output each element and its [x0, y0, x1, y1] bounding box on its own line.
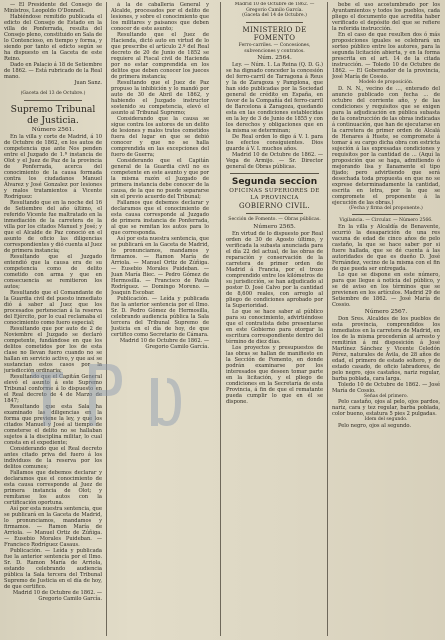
paragraph: Madrid 10 de Octubre de 1862. — Vega de Armijo. — Sr. Director general de Obras públicas.: [226, 152, 323, 171]
paragraph: Considerando que la causa se sigue contra los autores de un delito de lesiones y malos tratos cometidos fuera del lugar en que se debió conocer y que no se halla comprendida en las excepciones del fuero de Guerra;: [111, 116, 209, 158]
section-subtitle: OFICINAS SUPERIORES DE LA PROVINCIA: [229, 188, 320, 201]
paragraph: á la de caballería General y Alcalde, procesados por el delito de lesiones, y sobre el conocimiento que los militares y paisanos que deben conocer de este asunto;: [111, 2, 209, 32]
paragraph: Resultando que el Capitán General elevó el asunto á este Supremo Tribunal conforme á lo dispuesto en el Real decreto de 4 de Marzo de 1847;: [4, 373, 102, 404]
paragraph: Resultando que el Juzgado entendió que la causa era de su competencia como de delito cometido con arma y que en consecuencia se remitieron los autos;: [4, 253, 102, 290]
paragraph: De Real orden lo digo á V. I. para los efectos consiguientes. Dios guarde á V. I. muchos años.: [226, 134, 323, 153]
column-3-bottom: [226, 217, 323, 405]
paragraph: Considerando que el Capitán general de la Guardia civil no es competente en este asunto y que por la misma razón el Juzgado de primera instancia debe conocer de la causa, de la que no puede separarse sin el previo acuerdo del Tribunal;: [111, 158, 209, 200]
paragraph: Resultando que esta Sala ha examinado las diligencias en la forma que previene la ley, y que los citados Manuel y José al tiempo de cometerse el delito no se hallaban sujetos á la disciplina militar, lo cual consta en el expediente;: [4, 403, 102, 446]
paragraph: bebe el uso acostumbrado por los Ayuntamientos y todos los pueblos, cada pliego el documento que acredita haber verificado el depósito del que se refiere la referida instrucción.: [332, 2, 440, 32]
heading: MINISTERIO DE FOMENTO: [242, 25, 307, 43]
paragraph: Publicación. — Leída y publicada fue la anterior sentencia por el Ilmo. Sr. D. Pedro Gómez de Hermosilla, celebrando audiencia pública la Sala tercera del Tribunal Supremo de Justicia en el día de hoy, de que certifico como Secretario de Cámara.: [111, 296, 209, 338]
column-rule-2: [220, 2, 221, 636]
paragraph: Fallamos que debemos declarar y declaramos que el conocimiento de esta causa corresponde al Juez de primera instancia de Olot; y remítanse los autos con la certificación oportuna.: [4, 469, 102, 506]
paragraph: Lo que se dispone en este número, para que llegue á noticia del público, y se dé aviso en los términos que se previenen en los artículos. Madrid 29 de Setiembre de 1862. — José María de Cossio.: [332, 271, 440, 308]
paragraph: Pelo negro, ojos al segundo.: [338, 422, 412, 429]
rule-divider: [246, 22, 303, 23]
column-rule-3: [327, 2, 328, 636]
item-number: Núm. 2564.: [257, 55, 292, 62]
paragraph: Resultando que por auto de 2 de Noviembre el Juzgado se declaró competente, fundándose en que los delitos cometidos por los de esta clase no llevan fuero cuando no se hallan en servicio activo, y que así se sustancian estos casos por la jurisdicción ordinaria;: [4, 325, 102, 374]
paragraph: Dado en Palacio á 18 de Setiembre de 1862. — Está rubricado de la Real mano.: [4, 62, 102, 80]
paragraph: Resultando que el Juez de Hacienda, dictó auto en virtud de lo que prescribe el artículo 2.º del Real decreto de 20 de Junio de 1852 se requiere al Fiscal civil de Hacienda por no estar comprendida en los delitos que deben conocer los jueces de primera instancia;: [111, 32, 209, 80]
paragraph: Resultando que en la noche del 16 de Setiembre del año último, el referido Vicente fue maltratado en la inmediación de la carretera de la villa por los citados Manuel y José; y que el Alcalde de Paz conoció en el asunto de oficio las diligencias correspondientes y dió cuenta al Juez de primera instancia;: [4, 199, 102, 254]
paragraph: Ley. — Núm. 1. La Reina (Q. D. G.) se ha dignado conceder la concesión del ferro-carril de Tarragona á Reus y la de Zaragoza y Pamplona, que han sido publicadas por la Sociedad general de crédito en España, en favor de la Compañía del ferro-carril de Barcelona á Zaragoza, quedando esta en las condiciones establecidas en la ley de 3 de Junio de 1855 y con los derechos y obligaciones que en la misma se determinan;: [226, 62, 323, 135]
paragraph: En el caso de que resulten dos ó más proposiciones iguales se celebrará un sorteo público entre los autores, para la segunda licitación abierta, y en la forma prescrita en el art. 14 de la citada instrucción. — Toledo 10 de Octubre de 1862. — El Gobernador de la provincia, José María de Cossio.: [332, 32, 440, 80]
section-divider: [230, 173, 319, 174]
centered-line: (Gaceta del 14 de Octubre.): [242, 13, 307, 19]
paragraph: En la villa y Alcaldía de Benavente, ocurrió la desaparición de una res vacuna de edad de cinco años de pelo castaño, la que se hace saber por si fuere hallada, que se dé cuenta á las autoridades de que es dueño D. José Fernández, vecino de la misma con el fin de que pueda ser entregada.: [332, 223, 440, 272]
paragraph: Toledo 10 de Octubre de 1862. — José María de Cossio.: [332, 381, 440, 394]
centered-line: Ferro-carriles. — Concesiones, subvenciones y contratos.: [238, 42, 311, 54]
centered-line: Sección de Fomento. — Obras públicas.: [228, 217, 321, 223]
paragraph: En la villa y corte de Madrid, á 10 de Octubre de 1862, en los autos de competencia que ante Nos penden entre el Juzgado de 1.ª instancia de Olot y el Juez de Paz de la provincia de Ponferrada, acerca del conocimiento de la causa formada contra los ciudadanos Manuel Álvarez y José Gonzalez por lesiones y malos tratamientos á Vicente Rodríguez:: [4, 133, 102, 200]
section-rule: [246, 213, 303, 214]
centered-line: Señas del primero.: [364, 393, 408, 399]
column-2: [111, 2, 209, 636]
centered-line: Modelo de proposición.: [358, 80, 414, 85]
centered-line: (Gaceta del 13 de Octubre.): [20, 91, 86, 96]
paragraph: Resultando que el Comandante de la Guardia civil del puesto inmediato dió á saber al Juez que los procesados pertenecían á la reserva del Ejército, por lo cual reclamaba el conocimiento como fuero especial;: [4, 289, 102, 326]
paragraph: Así por esta nuestra sentencia, que se publicará en la Gaceta de Madrid, lo pronunciamos, mandamos y firmamos. — Ramon María de Arriola. — Manuel Ortiz de Zúñiga. — Eusebio Morales Puideban. — Juan María Biec. — Pedro Gómez de Hermosilla. — Francisco de Paula Rodríguez. — Domingo Moreno. — Joaquín Escobar.: [111, 236, 209, 296]
paragraph: En virtud de lo dispuesto por Real orden de 30 de Agosto último, y verificada la subasta anunciada para el día 22 del actual, de las obras de reparación y conservación de la carretera de primer orden de Madrid á Francia, por el trozo comprendido entre los kilómetros de su jurisdicción, se han adjudicado al postor D. José Calvo por la cantidad de 8,600 reales, con arreglo al pliego de condiciones aprobado por la Superioridad.: [226, 230, 323, 309]
signature-line: Madrid 10 de Octubre de 1862. — Gregorio Camilo García.: [119, 338, 209, 350]
item-number: Número 2561.: [31, 126, 75, 133]
section-heading: GOBIERNO CIVIL.: [238, 201, 311, 210]
heading: Supremo Tribunal de Justicia.: [10, 103, 96, 126]
paragraph: Pelo castaño, ojos al pelo, ojos pardos, nariz, cara y tez regular, barba poblada, color bueno, estatura 5 pies 2 pulgadas.: [332, 399, 440, 418]
item-number: Número 2567.: [364, 308, 408, 315]
column-rule-1: [106, 2, 107, 636]
paragraph: Considerando que el Real decreto antes citado priva del fuero á los individuos de la reserva por los delitos comunes;: [4, 445, 102, 470]
column-4: [332, 2, 440, 636]
rule-divider: [352, 214, 420, 215]
item-number: Número 2565.: [253, 223, 296, 230]
paragraph: Resultando que el Juez de Paz propuso la inhibición y lo mandó por auto de 30 de Abril de 1862, y habiendo el Juzgado instructor sostenido su competencia, elevó el asunto al Tribunal Supremo;: [111, 80, 209, 116]
paragraph: Lo que se hace saber al público para su conocimiento, advirtiéndose que el contratista debe presentarse en este Gobierno para otorgar la escritura correspondiente dentro del término de diez días.: [226, 308, 323, 345]
paragraph: D. N. N., vecino de ..., enterado del anuncio publicado con fecha ... de octubre del corriente año, y de las condiciones y requisitos que se exigen para la adjudicación en pública subasta de la construcción de las obras indicadas á continuación, que han de ejecutarse en la carretera de primer orden de Alcalá de Henares á Huete, se compromete á tomar á su cargo dicha obra con estricta sujeción á las expresadas condiciones y requisitos por la cantidad de ... (Aquí la proposición que se haga, admitiendo ó mejorando lisa y llanamente el tipo fijado; pero advirtiendo que será desechada toda propuesta en que no se exprese determinadamente la cantidad, escrita en letra, por la que se compromete el proponente á la ejecución de las obras.): [332, 85, 440, 206]
paragraph: — El Presidente del Consejo de Ministros, Leopoldo O'Donnell.: [4, 2, 102, 14]
centered-line: Idem del segundo.: [364, 417, 408, 423]
rule-divider: [24, 100, 82, 101]
paragraph: Así por esta nuestra sentencia, que se publicará en la Gaceta de Madrid, lo pronunciamos, mandamos y firmamos. — Ramon María de Arriola. — Manuel Ortiz de Zúñiga. — Eusebio Morales Puideban. — Francisco Rodríguez Casaus.: [4, 505, 102, 548]
centered-line: Madrid 10 de Octubre de 1862. — Gregorio Camilo García.: [234, 2, 315, 13]
signature-line: Juan Sanz.: [74, 80, 102, 86]
paragraph: Los proyectos y presupuestos de las obras se hallan de manifiesto en la Sección de Fomento, en donde podrán examinarse por los interesados que deseen tomar parte en la licitación, y el pliego de condiciones en la Secretaría de esta Provincia, á fin de que el rematante pueda cumplir lo que en él se dispone.: [226, 344, 323, 405]
signature-line: Madrid 10 de Octubre de 1862. — Gregorio Camilo García.: [12, 589, 102, 602]
paragraph: Habiéndose remitido publicada el edicto del Consejo de Estado en la villa de Ponferrada, resulta del Consejo pleno, constituido en Sala de lo Contencioso, en tiempo y forma, y siendo por tanto el edicto según se ha dispuesto en la Gaceta de este Reino.: [4, 14, 102, 62]
paragraph: Fallamos que debemos declarar y declaramos que el conocimiento de esta causa corresponde al Juzgado de primera instancia de Ponferrada, al que se remitan los autos para lo que corresponda.: [111, 200, 209, 236]
section-title: Segunda seccion: [231, 177, 318, 188]
column-1: [4, 2, 102, 636]
centered-line: Vigilancia. — Circular. — Número 2566.: [339, 218, 433, 224]
column-3-top: [226, 2, 323, 170]
column-3: [226, 2, 323, 636]
paragraph: Don Sres. Alcaldes de los pueblos de esta provincia, comprendidos los inmediatos en la carretera de Madrid, en los de la misma procederán al arresto y remitirán á mi disposición á José Martínez Sánchez y Vicente Celedón Pérez, naturales de Ávila, de 28 años de edad, el primero de estado soltero, y de estado casado, de oficio labradores, de pelo negro, ojos castaños, nariz regular, barba poblada, cara larga.: [332, 315, 440, 382]
centered-line: (Fecha y firma del proponente.): [349, 205, 423, 211]
paragraph: Publicación. — Leída y publicada fue la anterior sentencia por el Ilmo. Sr. D. Ramon María de Arriola, estando celebrando audiencia pública la Sala tercera del Tribunal Supremo de Justicia en el día de hoy, de que certifico.: [4, 547, 102, 590]
